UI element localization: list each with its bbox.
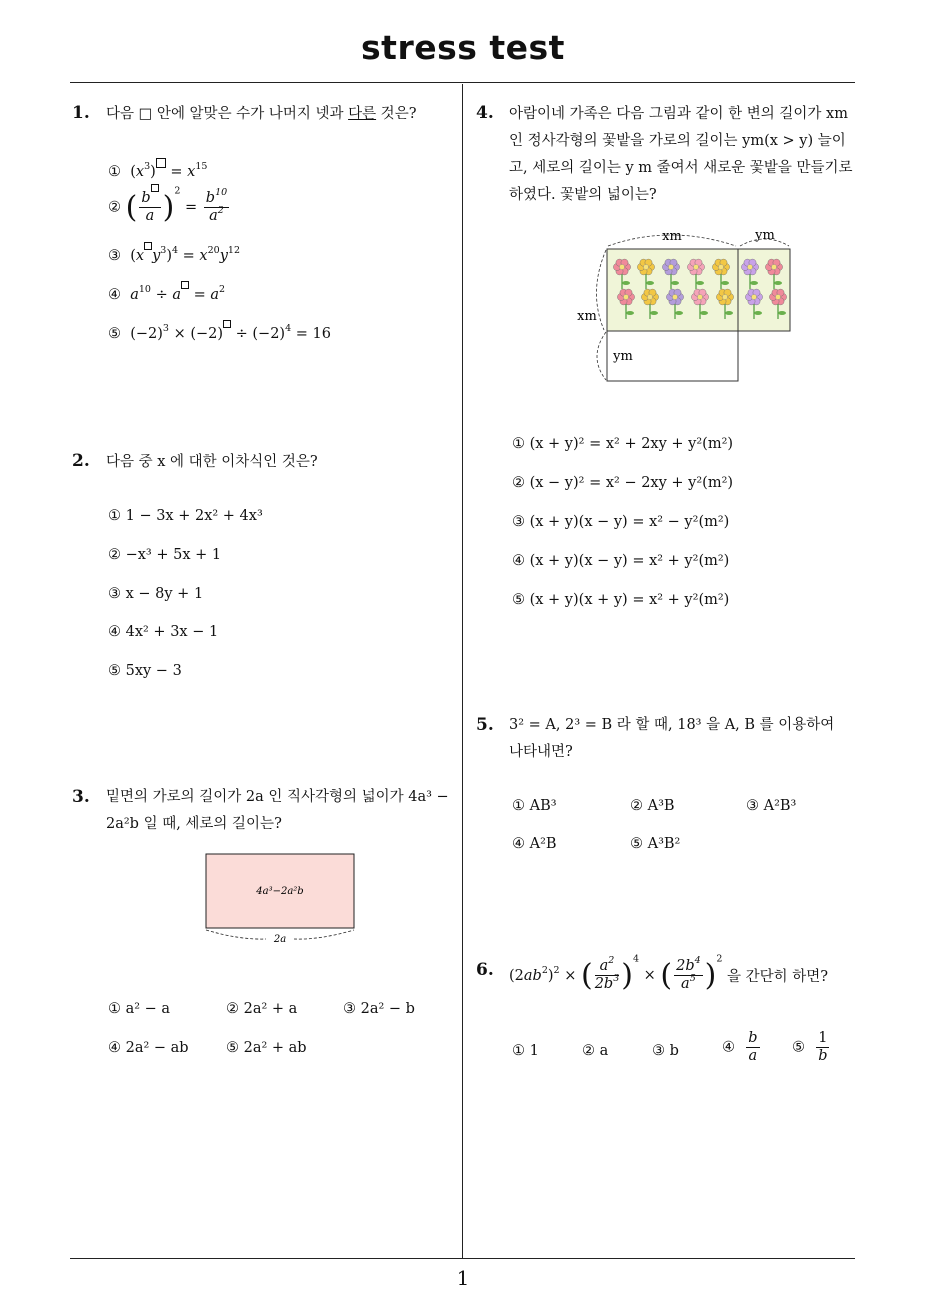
flower-center xyxy=(623,294,628,299)
flower-center xyxy=(771,264,776,269)
q1-option-1[interactable]: ① $(x^3) = x^{15}$ xyxy=(108,164,207,180)
q6-option-2[interactable]: ② a xyxy=(582,1043,609,1059)
q4-label-left-x: xm xyxy=(577,309,597,324)
q6-option-5[interactable]: ⑤ $\frac{1}{b}$ xyxy=(792,1030,828,1064)
q2-option-2[interactable]: ② −x³ + 5x + 1 xyxy=(108,547,222,563)
q1-text-underlined: 다른 xyxy=(348,106,377,122)
q4-text-line-1: 아람이네 가족은 다음 그림과 같이 한 변의 길이가 xm xyxy=(509,106,848,122)
flower-leaf xyxy=(721,281,729,285)
q3-width-label: 2a xyxy=(273,934,287,945)
q4-option-5[interactable]: ⑤ (x + y)(x + y) = x² + y²(m²) xyxy=(512,592,730,608)
q6-option-1[interactable]: ① 1 xyxy=(512,1043,539,1059)
q4-text xyxy=(509,101,853,209)
flower-center xyxy=(619,264,624,269)
flower-center xyxy=(751,294,756,299)
q3-option-3[interactable]: ③ 2a² − b xyxy=(343,1001,415,1017)
q4-option-1[interactable]: ① (x + y)² = x² + 2xy + y²(m²) xyxy=(512,436,734,452)
q1-option-4-marker: ④ xyxy=(108,287,121,303)
q4-option-3[interactable]: ③ (x + y)(x − y) = x² − y²(m²) xyxy=(512,514,730,530)
q4-text-line-2: 인 정사각형의 꽃밭을 가로의 길이는 ym(x > y) 늘이 xyxy=(509,133,846,149)
q3-option-5[interactable]: ⑤ 2a² + ab xyxy=(226,1040,307,1056)
q1-option-3[interactable]: ③ (x $y^3)^4 = x^{20}y^{12}$ xyxy=(108,248,240,264)
q1-option-4[interactable]: ④ $a^{10} \div a = a^2$ xyxy=(108,287,225,303)
q5-option-2[interactable]: ② A³B xyxy=(630,798,675,814)
flower-leaf xyxy=(650,311,658,315)
flower-leaf xyxy=(646,281,654,285)
page-number: 1 xyxy=(456,1266,470,1290)
q3-option-4[interactable]: ④ 2a² − ab xyxy=(108,1040,189,1056)
q2-option-5[interactable]: ⑤ 5xy − 3 xyxy=(108,663,182,679)
q4-option-2[interactable]: ② (x − y)² = x² − 2xy + y²(m²) xyxy=(512,475,734,491)
flower-leaf xyxy=(696,281,704,285)
flower-leaf xyxy=(675,311,683,315)
q1-text-after: 것은? xyxy=(376,106,417,122)
flower-center xyxy=(747,264,752,269)
q3-text-line-2: 2a²b 일 때, 세로의 길이는? xyxy=(106,816,282,832)
q5-number: 5. xyxy=(476,715,494,735)
q1-text xyxy=(106,101,416,128)
q3-number: 3. xyxy=(72,787,90,807)
q4-left-y-arc xyxy=(597,332,606,380)
q1-option-1-marker: ① xyxy=(108,164,121,180)
q4-option-4[interactable]: ④ (x + y)(x − y) = x² + y²(m²) xyxy=(512,553,730,569)
q1-option-2-marker: ② xyxy=(108,199,121,216)
q5-option-3[interactable]: ③ A²B³ xyxy=(746,798,797,814)
flower-center xyxy=(647,294,652,299)
q2-option-1[interactable]: ① 1 − 3x + 2x² + 4x³ xyxy=(108,508,263,524)
q3-text-line-1: 밑면의 가로의 길이가 2a 인 직사각형의 넓이가 4a³ − xyxy=(106,789,449,805)
q3-width-arc-left xyxy=(206,930,266,939)
q6-number: 6. xyxy=(476,960,494,980)
flower-leaf xyxy=(725,311,733,315)
q4-text-line-4: 하였다. 꽃밭의 넓이는? xyxy=(509,187,657,203)
q1-option-5-marker: ⑤ xyxy=(108,326,121,342)
flower-center xyxy=(718,264,723,269)
q4-number: 4. xyxy=(476,103,494,123)
q2-option-3[interactable]: ③ x − 8y + 1 xyxy=(108,586,204,602)
flower-center xyxy=(643,264,648,269)
q5-option-5[interactable]: ⑤ A³B² xyxy=(630,836,681,852)
flower-leaf xyxy=(750,281,758,285)
q2-number: 2. xyxy=(72,451,90,471)
q4-label-top-x: xm xyxy=(662,229,682,244)
q3-area-label: 4a³−2a²b xyxy=(256,886,304,897)
q3-rectangle-figure xyxy=(200,850,360,946)
footer-rule xyxy=(70,1258,855,1259)
q6-option-4[interactable]: ④ $\frac{b}{a}$ xyxy=(722,1030,758,1064)
q6-text-after: 을 간단히 하면? xyxy=(727,969,829,985)
q5-text xyxy=(509,712,834,766)
flower-center xyxy=(668,264,673,269)
q1-text-before: 다음 □ 안에 알맞은 수가 나머지 넷과 xyxy=(106,106,349,122)
flower-center xyxy=(672,294,677,299)
q6-expression: $(2ab^2)^2$ × ( $\frac{a^2}{2b^3}$ )$^4$ × ( $\frac{2b^4}{a^5}$ )$^2$ 을 간단히 하면? xyxy=(509,953,829,993)
q1-option-5[interactable]: ⑤ $(-2)^3 \times (-2) \div (-2)^4 = 16$ xyxy=(108,326,331,342)
q2-text: 다음 중 x 에 대한 이차식인 것은? xyxy=(106,454,318,470)
flower-leaf xyxy=(700,311,708,315)
q1-option-3-marker: ③ xyxy=(108,248,121,264)
q4-text-line-3: 고, 세로의 길이는 y m 줄여서 새로운 꽃밭을 만들기로 xyxy=(509,160,853,176)
q1-option-2[interactable]: ② ( $\frac{b}{a}$ )$^2$ = $\frac{b^{10}}{a^2}$ xyxy=(108,185,228,225)
q5-text-line-2: 나타내면? xyxy=(509,744,573,760)
flower-center xyxy=(775,294,780,299)
q3-option-1[interactable]: ① a² − a xyxy=(108,1001,171,1017)
q4-label-left-y: ym xyxy=(613,349,633,364)
q3-width-arc-right xyxy=(294,930,354,939)
header-rule xyxy=(70,82,855,83)
flower-leaf xyxy=(774,281,782,285)
q4-garden-figure xyxy=(570,222,810,387)
flower-leaf xyxy=(622,281,630,285)
q6-option-3[interactable]: ③ b xyxy=(652,1043,679,1059)
q2-option-4[interactable]: ④ 4x² + 3x − 1 xyxy=(108,624,219,640)
flower-leaf xyxy=(626,311,634,315)
flower-center xyxy=(697,294,702,299)
flower-leaf xyxy=(754,311,762,315)
flower-center xyxy=(693,264,698,269)
q5-option-4[interactable]: ④ A²B xyxy=(512,836,557,852)
q4-left-x-arc xyxy=(596,250,606,330)
q3-text xyxy=(106,784,449,838)
column-divider xyxy=(462,84,463,1259)
q5-option-1[interactable]: ① AB³ xyxy=(512,798,557,814)
q4-label-top-y: ym xyxy=(755,228,775,243)
flower-center xyxy=(722,294,727,299)
flower-leaf xyxy=(778,311,786,315)
flower-leaf xyxy=(671,281,679,285)
q1-number: 1. xyxy=(72,103,90,123)
page-title: stress test xyxy=(361,28,565,67)
q3-option-2[interactable]: ② 2a² + a xyxy=(226,1001,298,1017)
q5-text-line-1: 3² = A, 2³ = B 라 할 때, 18³ 을 A, B 를 이용하여 xyxy=(509,717,835,733)
